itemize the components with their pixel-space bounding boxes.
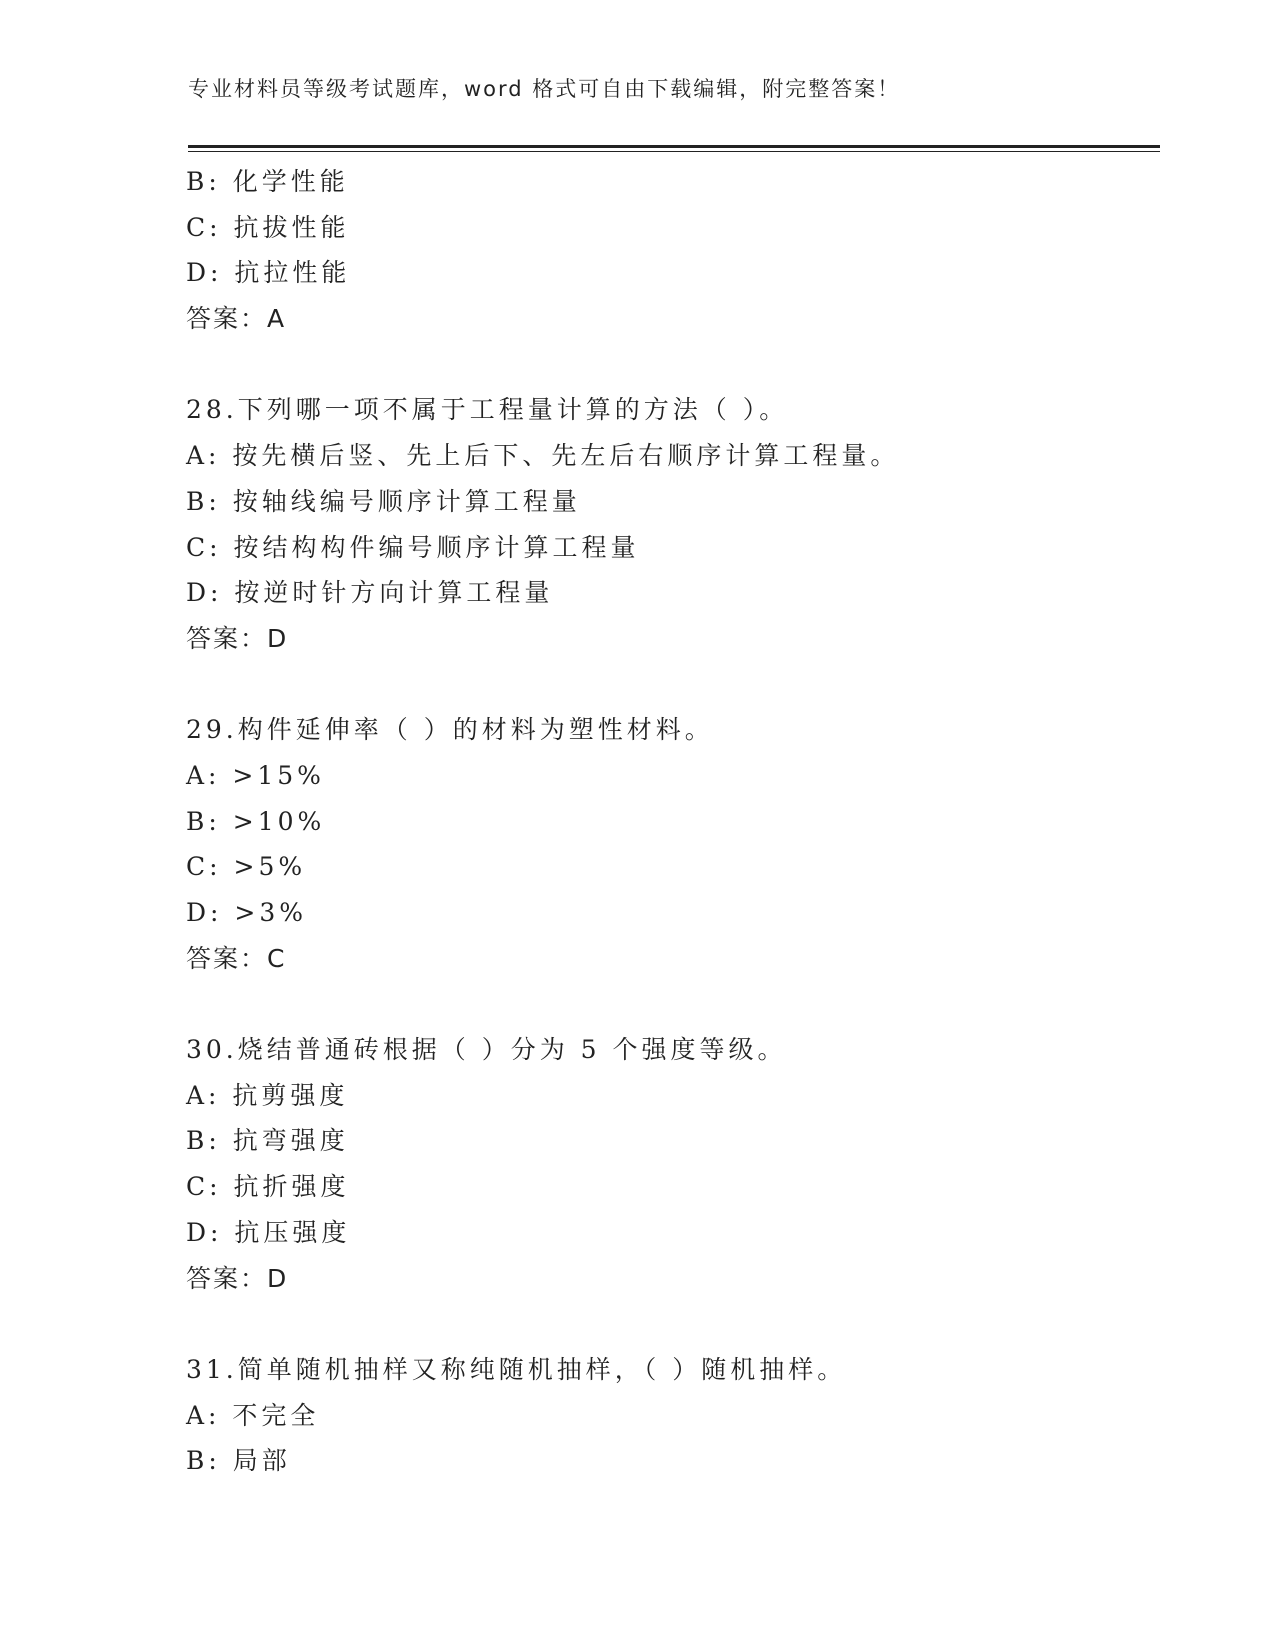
option-b: B: 抗弯强度 xyxy=(186,1126,349,1156)
answer-line: 答案：C xyxy=(186,943,287,973)
question-block xyxy=(186,1347,1166,1484)
question-text: 29.构件延伸率（ ）的材料为塑性材料。 xyxy=(186,715,714,745)
question-block xyxy=(186,1027,1166,1301)
option-d: D: >3% xyxy=(186,898,308,927)
option-a: A: >15% xyxy=(186,760,325,790)
option-d: D: 按逆时针方向计算工程量 xyxy=(186,578,554,608)
option-a: A: 按先横后竖、先上后下、先左后右顺序计算工程量。 xyxy=(186,441,900,471)
answer-line: 答案：A xyxy=(186,304,287,334)
option-a: A: 不完全 xyxy=(186,1400,320,1430)
header-rule-thick xyxy=(188,145,1160,148)
option-d: D: 抗拉性能 xyxy=(186,258,351,288)
header-rule-thin xyxy=(188,151,1160,152)
spacer xyxy=(186,342,1166,388)
option-d: D: 抗压强度 xyxy=(186,1217,351,1247)
option-c: C: 抗拔性能 xyxy=(186,212,350,242)
option-b: B: 局部 xyxy=(186,1446,291,1476)
option-c: C: 按结构构件编号顺序计算工程量 xyxy=(186,532,640,562)
spacer xyxy=(186,1301,1166,1347)
question-text: 30.烧结普通砖根据（ ）分为 5 个强度等级。 xyxy=(186,1035,787,1065)
option-b: B: 化学性能 xyxy=(186,167,349,196)
question-list xyxy=(186,159,1166,1484)
question-block xyxy=(186,159,1166,342)
page-header: 专业材料员等级考试题库，word 格式可自由下载编辑，附完整答案！ xyxy=(188,77,901,101)
spacer xyxy=(186,662,1166,708)
spacer xyxy=(186,981,1166,1027)
question-block xyxy=(186,387,1166,661)
option-c: C: 抗折强度 xyxy=(186,1172,350,1202)
answer-line: 答案：D xyxy=(186,1263,289,1293)
option-b: B: 按轴线编号顺序计算工程量 xyxy=(186,486,581,516)
question-text: 31.简单随机抽样又称纯随机抽样，（ ）随机抽样。 xyxy=(186,1354,847,1384)
option-c: C: >5% xyxy=(186,852,307,882)
option-a: A: 抗剪强度 xyxy=(186,1080,349,1110)
option-b: B: >10% xyxy=(186,806,326,836)
answer-line: 答案：D xyxy=(186,623,289,653)
question-block xyxy=(186,707,1166,981)
question-text: 28.下列哪一项不属于工程量计算的方法（ ）。 xyxy=(186,395,789,425)
